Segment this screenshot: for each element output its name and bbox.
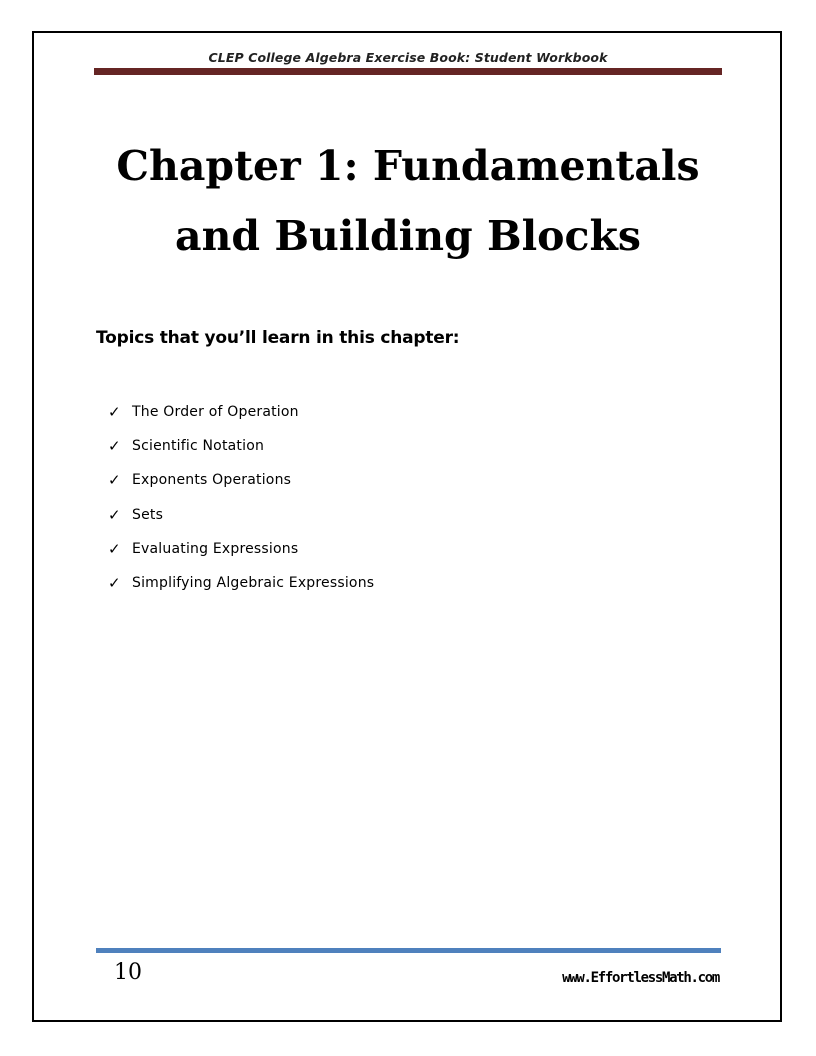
running-header: CLEP College Algebra Exercise Book: Student Workbook: [208, 50, 608, 65]
list-item: [108, 541, 374, 575]
chapter-title: [95, 131, 721, 271]
topic-label: Sets: [132, 506, 164, 523]
list-item: [108, 438, 374, 472]
topic-label: Exponents Operations: [132, 472, 292, 489]
checkmark-icon: ✓: [108, 437, 121, 456]
topic-label: Simplifying Algebraic Expressions: [132, 574, 375, 591]
checkmark-icon: ✓: [108, 505, 121, 524]
checkmark-icon: ✓: [108, 471, 121, 490]
header-rule: [94, 68, 722, 75]
topic-label: Scientific Notation: [132, 438, 265, 455]
list-item: [108, 472, 374, 506]
list-item: [108, 404, 374, 438]
website-url: www.EffortlessMath.com: [562, 970, 719, 986]
topic-label: The Order of Operation: [132, 404, 299, 420]
page-number: 10: [114, 960, 142, 985]
topic-label: Evaluating Expressions: [132, 540, 299, 557]
list-item: [108, 507, 374, 541]
topic-list: [108, 404, 374, 609]
checkmark-icon: ✓: [108, 539, 121, 558]
topics-heading: Topics that you’ll learn in this chapter:: [96, 328, 460, 348]
chapter-title-line-1: Chapter 1: Fundamentals: [116, 142, 700, 190]
checkmark-icon: ✓: [108, 403, 121, 421]
checkmark-icon: ✓: [108, 573, 121, 592]
footer-rule: [96, 948, 721, 953]
chapter-title-line-2: and Building Blocks: [175, 212, 641, 260]
list-item: [108, 575, 374, 609]
